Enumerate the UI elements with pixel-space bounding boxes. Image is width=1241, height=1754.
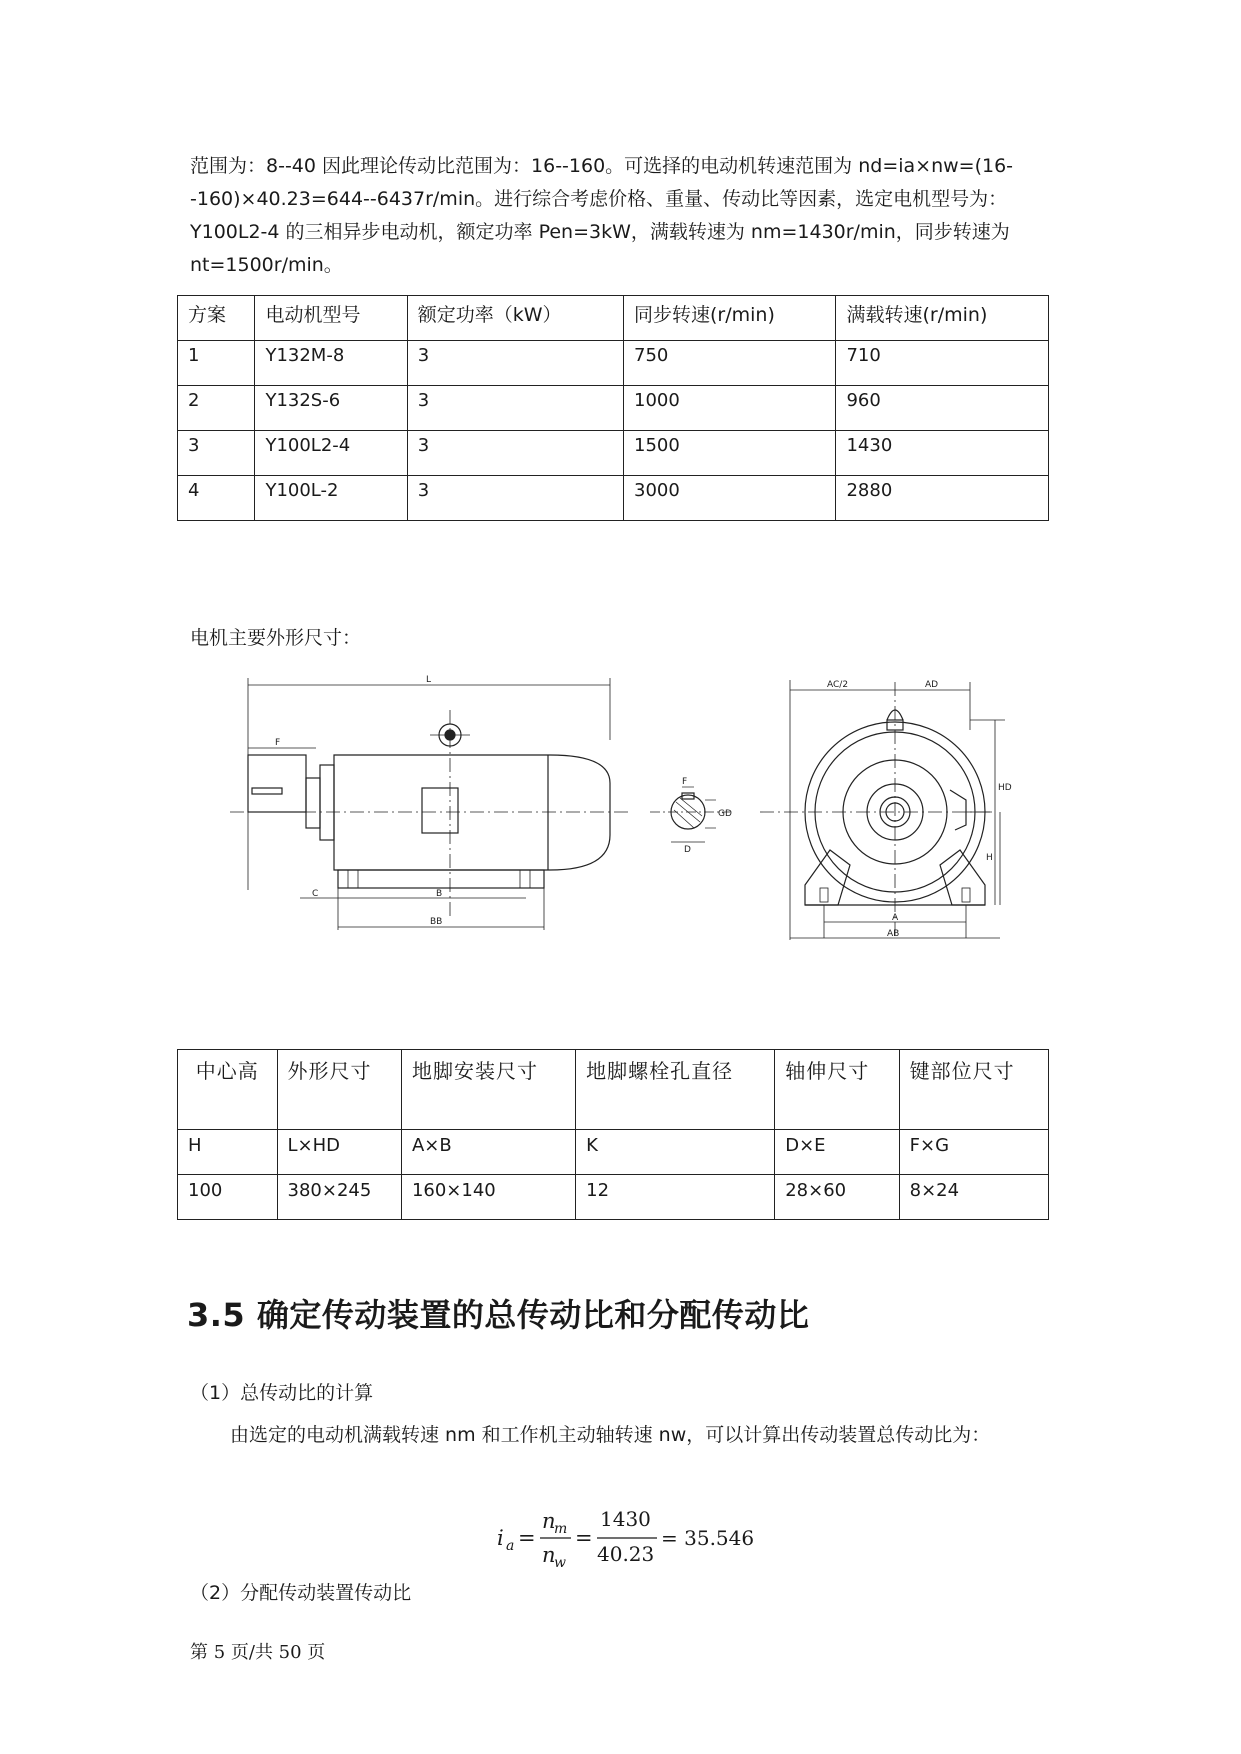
formula-eq2: = — [575, 1526, 593, 1550]
formula-eq1: = — [518, 1526, 536, 1550]
table-cell: 1 — [178, 341, 255, 386]
table-cell: 3 — [178, 431, 255, 476]
table-cell: 2880 — [836, 476, 1049, 521]
table-cell: H — [178, 1130, 278, 1175]
formula-den: n — [542, 1543, 556, 1567]
dim-label-AC2: AC/2 — [827, 680, 849, 690]
motor-options-table — [177, 295, 1049, 521]
table-cell: 28×60 — [775, 1175, 899, 1220]
table-cell: Y100L-2 — [255, 476, 407, 521]
formula-num-value: 1430 — [600, 1507, 651, 1531]
table-cell: Y100L2-4 — [255, 431, 407, 476]
dim-label-D: D — [684, 845, 691, 855]
table-cell: K — [576, 1130, 775, 1175]
table-cell: 8×24 — [899, 1175, 1048, 1220]
formula-i-sub: a — [506, 1538, 515, 1554]
dim-label-B: B — [436, 889, 443, 899]
table-cell: 4 — [178, 476, 255, 521]
table-cell: D×E — [775, 1130, 899, 1175]
header-cell: 外形尺寸 — [277, 1050, 401, 1130]
table-cell: 3 — [407, 476, 623, 521]
dim-label-GD: GD — [718, 809, 732, 819]
table-cell: 750 — [624, 341, 836, 386]
transmission-ratio-formula — [497, 1500, 757, 1570]
dim-label-H: H — [986, 853, 993, 863]
motor-dimensions-table — [177, 1049, 1049, 1220]
table-row — [178, 1130, 1049, 1175]
dim-label-F: F — [275, 738, 281, 748]
table-row — [178, 386, 1049, 431]
subsection-heading: （2）分配传动装置传动比 — [190, 1582, 412, 1604]
formula-num: n — [542, 1509, 556, 1533]
page-footer: 第 5 页/共 50 页 — [190, 1642, 326, 1663]
motor-side-view — [230, 675, 630, 930]
header-cell: 地脚安装尺寸 — [401, 1050, 575, 1130]
table-cell: 1430 — [836, 431, 1049, 476]
shaft-key-section — [650, 777, 732, 855]
table-cell: 12 — [576, 1175, 775, 1220]
table-cell: 960 — [836, 386, 1049, 431]
formula-num-sub: m — [554, 1521, 568, 1537]
table-row — [178, 476, 1049, 521]
table-cell: 710 — [836, 341, 1049, 386]
dim-label-C: C — [312, 889, 319, 899]
dim-label-HD: HD — [998, 783, 1012, 793]
header-cell: 方案 — [178, 296, 255, 341]
table-cell: 3 — [407, 386, 623, 431]
motor-dimension-drawing — [230, 670, 1010, 970]
table-cell: 3000 — [624, 476, 836, 521]
table-header-row — [178, 1050, 1049, 1130]
subsection-heading: （1）总传动比的计算 — [190, 1382, 374, 1404]
header-cell: 键部位尺寸 — [899, 1050, 1048, 1130]
formula-den-sub: w — [554, 1555, 566, 1571]
section-heading: 3.5 确定传动装置的总传动比和分配传动比 — [187, 1296, 810, 1334]
table-cell: 1000 — [624, 386, 836, 431]
table-cell: 1500 — [624, 431, 836, 476]
header-cell: 电动机型号 — [255, 296, 407, 341]
dim-label-AD: AD — [925, 680, 939, 690]
dim-label-BB: BB — [430, 917, 443, 927]
table-row — [178, 341, 1049, 386]
formula-den-value: 40.23 — [597, 1542, 655, 1566]
table-cell: A×B — [401, 1130, 575, 1175]
dim-label-L: L — [426, 675, 432, 685]
header-cell: 地脚螺栓孔直径 — [576, 1050, 775, 1130]
table-cell: L×HD — [277, 1130, 401, 1175]
table-cell: 2 — [178, 386, 255, 431]
table-cell: Y132S-6 — [255, 386, 407, 431]
dim-label-AB: AB — [887, 929, 900, 939]
dim-label-A: A — [892, 913, 899, 923]
table-cell: 380×245 — [277, 1175, 401, 1220]
dimension-label: 电机主要外形尺寸： — [190, 627, 362, 649]
motor-front-view — [760, 680, 1012, 940]
table-cell: Y132M-8 — [255, 341, 407, 386]
table-cell: 3 — [407, 431, 623, 476]
table-header-row — [178, 296, 1049, 341]
table-cell: 160×140 — [401, 1175, 575, 1220]
formula-i: i — [497, 1526, 504, 1550]
table-cell: 3 — [407, 341, 623, 386]
table-row — [178, 431, 1049, 476]
header-cell: 满载转速(r/min) — [836, 296, 1049, 341]
table-row — [178, 1175, 1049, 1220]
header-cell: 中心高 — [178, 1050, 278, 1130]
table-cell: 100 — [178, 1175, 278, 1220]
table-cell: F×G — [899, 1130, 1048, 1175]
body-paragraph: 由选定的电动机满载转速 nm 和工作机主动轴转速 nw，可以计算出传动装置总传动比为： — [230, 1424, 991, 1446]
header-cell: 轴伸尺寸 — [775, 1050, 899, 1130]
formula-result: = 35.546 — [661, 1526, 755, 1550]
header-cell: 同步转速(r/min) — [624, 296, 836, 341]
dim-label-key-F: F — [682, 777, 688, 787]
header-cell: 额定功率（kW） — [407, 296, 623, 341]
intro-paragraph: 范围为：8--40 因此理论传动比范围为：16--160。可选择的电动机转速范围为 nd=ia×nw=(16--160)×40.23=644--6437r/min。进行综合考虑价格、重量、传动比等因素，选定电机型号为：Y100L2-4 的三相异步电动机，额定功率 Pen=3kW，满载转速为 nm=1430r/min，同步转速为 nt=1500r/min。 — [190, 155, 1014, 276]
